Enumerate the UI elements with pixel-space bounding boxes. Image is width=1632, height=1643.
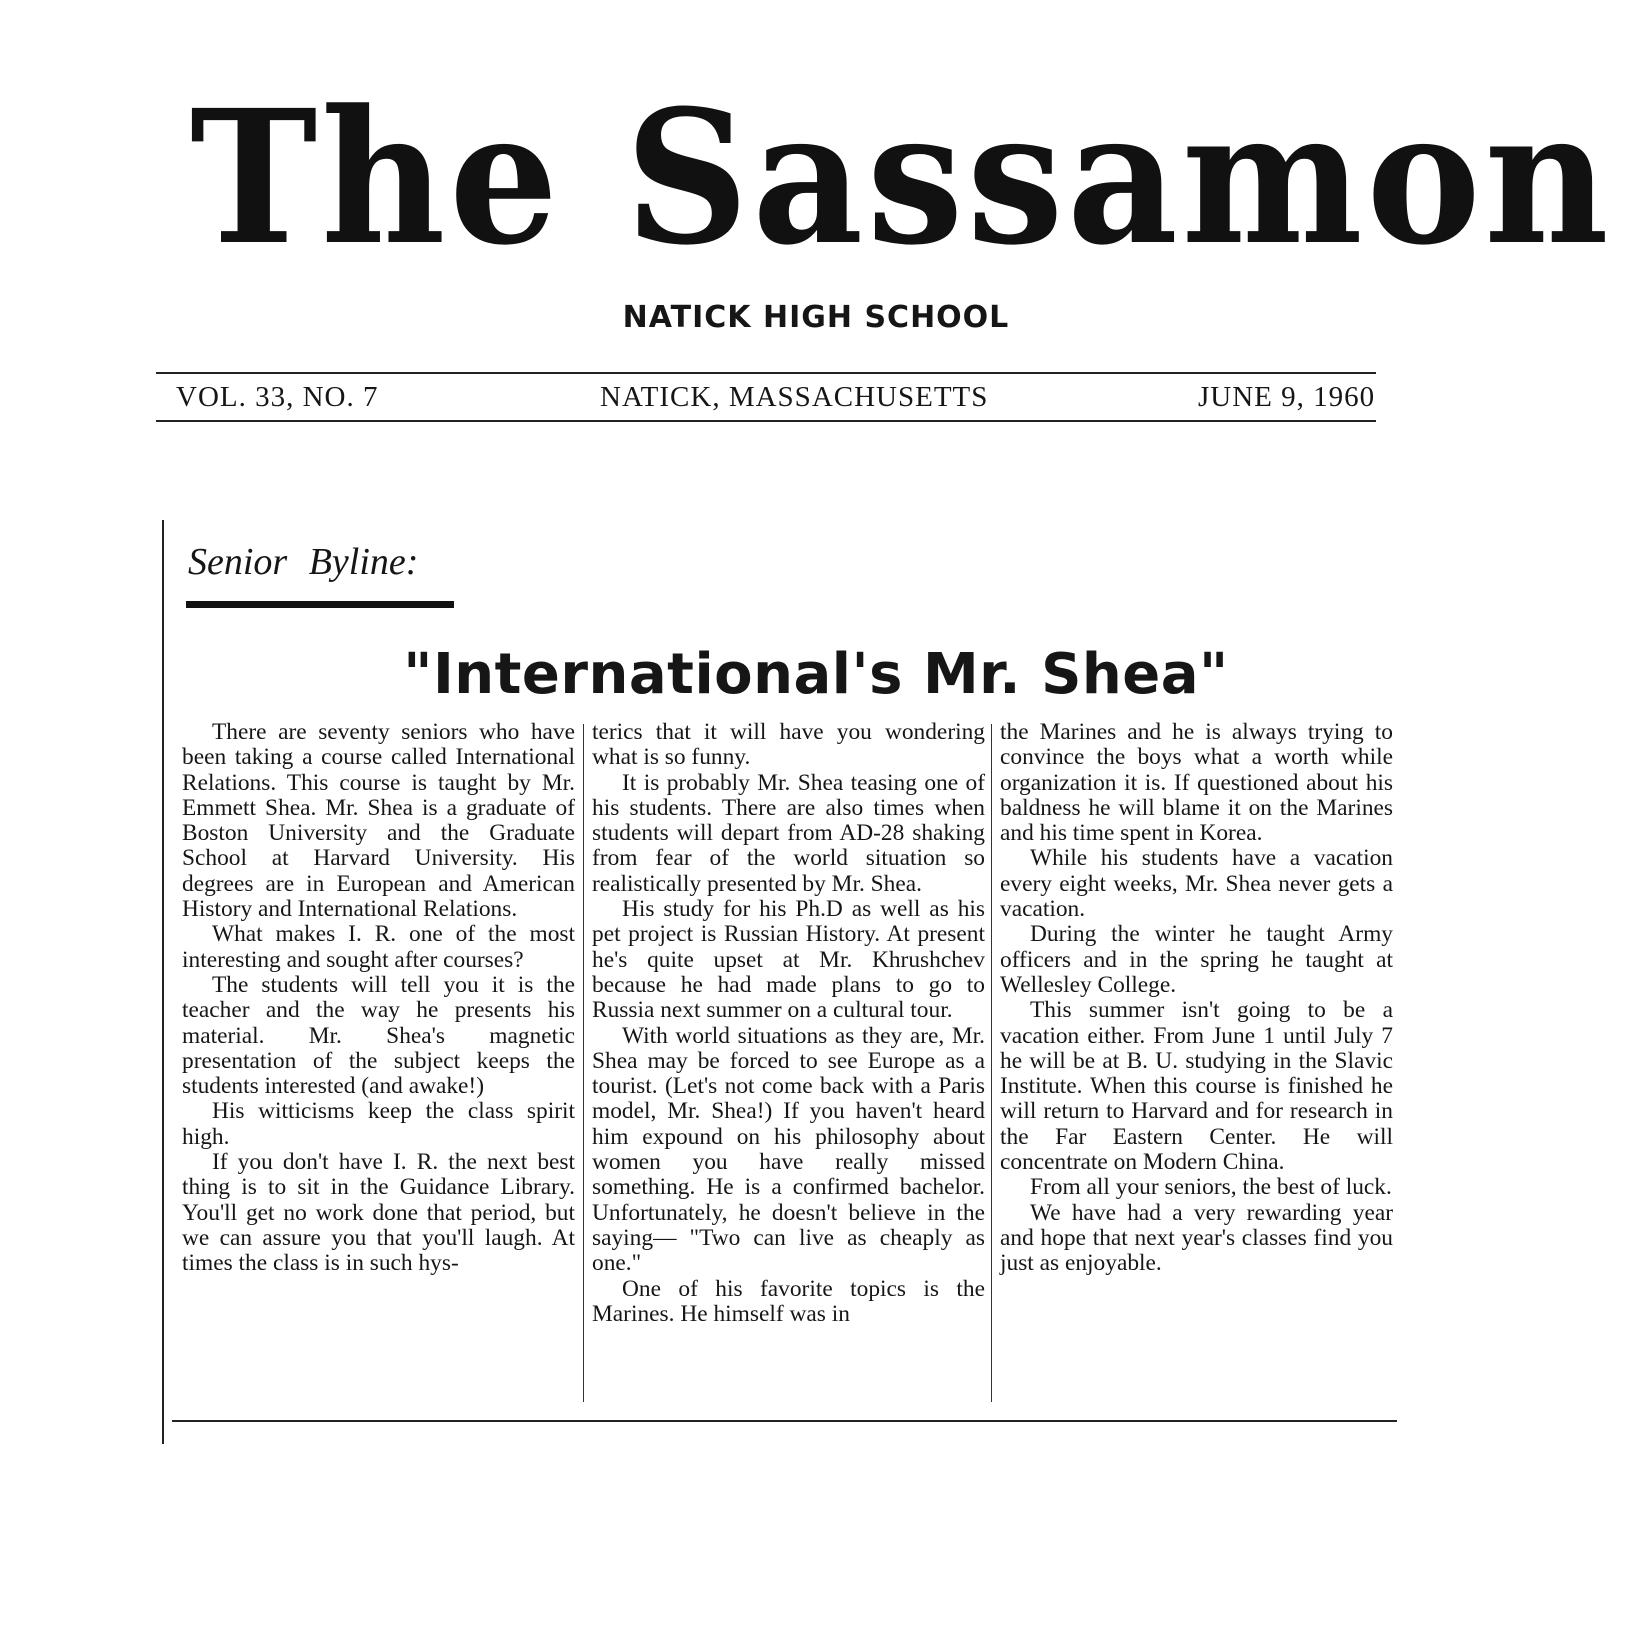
- dateline-rule-top: [156, 372, 1376, 374]
- issue-date: JUNE 9, 1960: [1198, 381, 1376, 413]
- paragraph: One of his favorite topics is the Marines. He himself was in: [592, 1275, 985, 1327]
- article-column-3: [1000, 720, 1393, 1277]
- article-bottom-rule: [172, 1420, 1397, 1422]
- masthead-title: The Sassamon: [190, 70, 1613, 286]
- paragraph: What makes I. R. one of the most interesting and sought after courses?: [182, 921, 575, 973]
- paragraph: It is probably Mr. Shea teasing one of his students. There are also times when students will depart from AD-28 shaking from fear of the world situation so realistically presented by Mr. Shea.: [592, 769, 985, 897]
- paragraph: There are seventy seniors who have been taking a course called International Relations. This course is taught by Mr. Emmett Shea. Mr. Shea is a graduate of Boston University and the Graduate School at Harvard University. His degrees are in European and American History and International Relations.: [182, 719, 575, 923]
- paragraph: While his students have a vacation every eight weeks, Mr. Shea never gets a vacation.: [1000, 845, 1393, 923]
- paragraph: The students will tell you it is the teacher and the way he presents his material. Mr. Shea's magnetic presentation of the subject keeps the students interested (and awake!): [182, 971, 575, 1100]
- paragraph: His witticisms keep the class spirit high.: [182, 1098, 575, 1150]
- paragraph: His study for his Ph.D as well as his pet project is Russian History. At present he's quite upset at Mr. Khrushchev because he had made plans to go to Russia next summer on a cultural tour.: [592, 896, 985, 1024]
- article-kicker: Senior Byline:: [188, 541, 419, 583]
- article-column-1: [182, 720, 575, 1277]
- paragraph: We have had a very rewarding year and hope that next year's classes find you just as enjoyable.: [1000, 1199, 1393, 1277]
- paragraph: During the winter he taught Army officers and in the spring he taught at Wellesley College.: [1000, 921, 1393, 998]
- volume-number: VOL. 33, NO. 7: [176, 381, 379, 413]
- paragraph: the Marines and he is always trying to convince the boys what a worth while organization it is. If questioned about his baldness he will blame it on the Marines and his time spent in Korea.: [1000, 719, 1393, 847]
- paragraph: This summer isn't going to be a vacation either. From June 1 until July 7 he will be at B. U. studying in the Slavic Institute. When this course is finished he will return to Harvard and for research in the Far Eastern Center. He will concentrate on Modern China.: [1000, 997, 1393, 1176]
- paragraph: With world situations as they are, Mr. Shea may be forced to see Europe as a tourist. (Let's not come back with a Paris model, Mr. Shea!) If you haven't heard him expound on his philosophy about women you have really missed something. He is a confirmed bachelor. Unfortunately, he doesn't believe in the saying— "Two can live as cheaply as one.": [592, 1022, 985, 1277]
- article-headline: "International's Mr. Shea": [403, 642, 1229, 707]
- paragraph: From all your seniors, the best of luck.: [1030, 1174, 1392, 1201]
- article-column-2: [592, 720, 985, 1327]
- column-rule: [991, 724, 992, 1402]
- paragraph: If you don't have I. R. the next best thing is to sit in the Guidance Library. You'll get no work done that period, but we can assure you that you'll laugh. At times the class is in such hys-: [182, 1149, 575, 1277]
- column-rule: [583, 724, 584, 1402]
- kicker-underline: [186, 601, 454, 608]
- school-name: NATICK HIGH SCHOOL: [622, 300, 1010, 335]
- dateline-rule-bottom: [156, 420, 1376, 422]
- paragraph: terics that it will have you wondering what is so funny.: [592, 719, 985, 771]
- dateline-place: NATICK, MASSACHUSETTS: [600, 381, 989, 413]
